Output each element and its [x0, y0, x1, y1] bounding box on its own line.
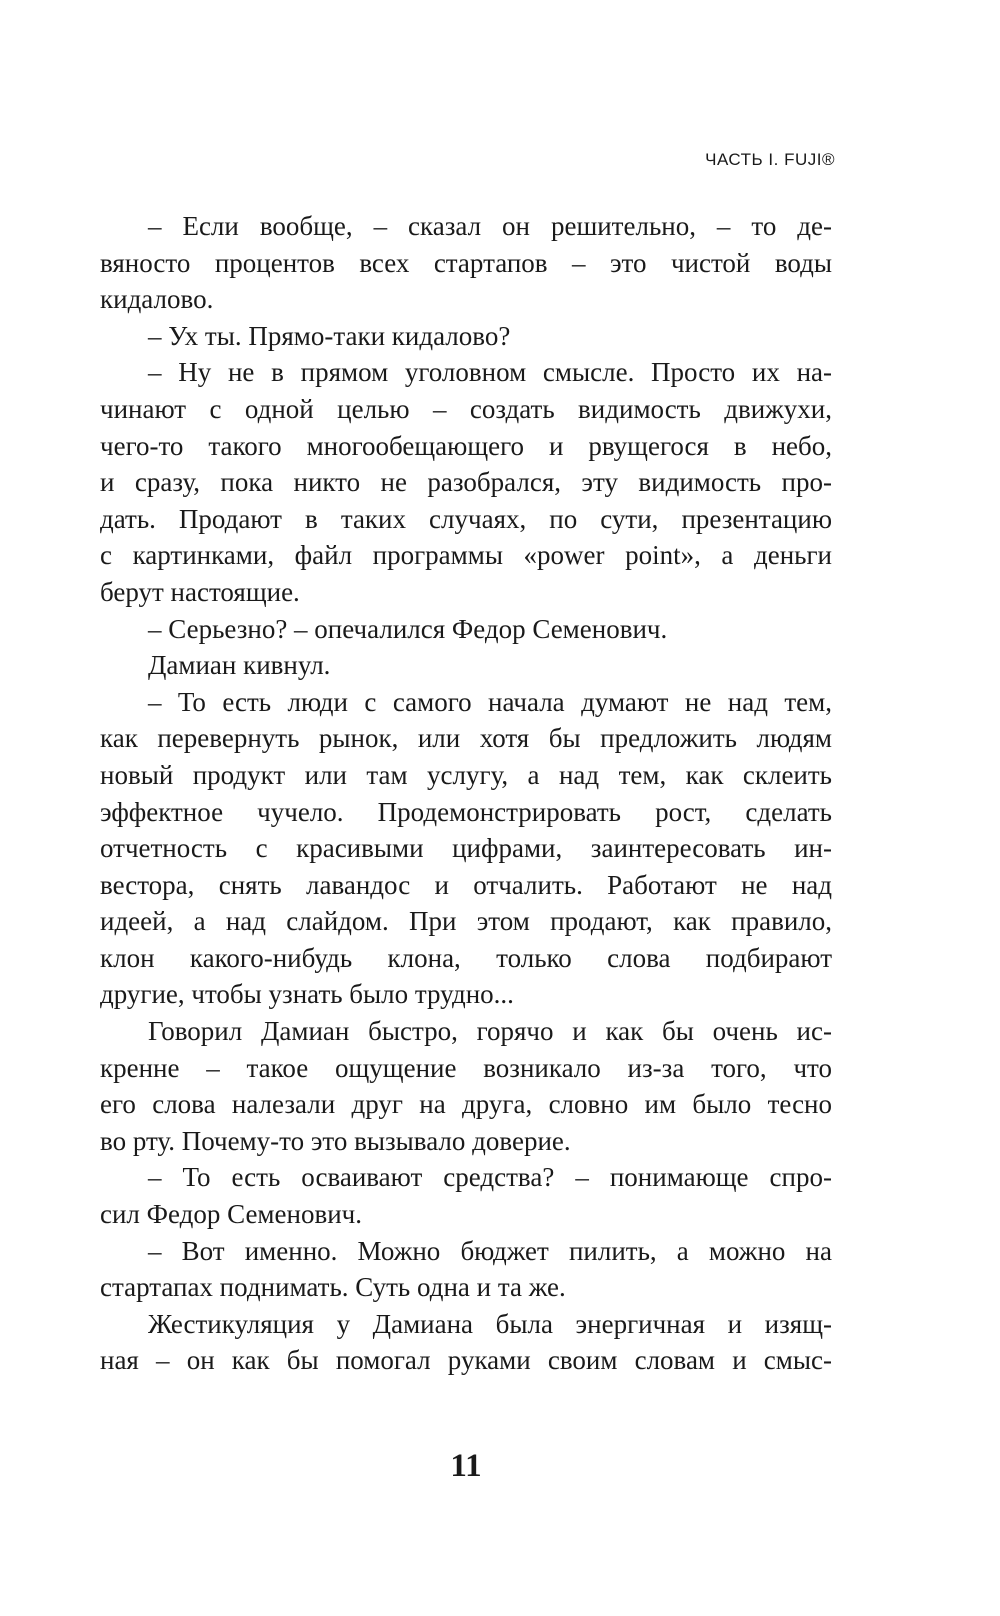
text-line: клон какого-нибудь клона, только слова подбирают [100, 942, 832, 973]
text-line: во рту. Почему-то это вызывало доверие. [100, 1125, 571, 1156]
text-line: ная – он как бы помогал руками своим словам и смыс- [100, 1345, 832, 1376]
text-line: новый продукт или там услугу, а над тем, как склеить [100, 759, 832, 790]
text-line: кренне – такое ощущение возникало из-за того, что [100, 1052, 832, 1083]
text-line: другие, чтобы узнать было трудно... [100, 979, 514, 1010]
text-line: Дамиан кивнул. [148, 650, 331, 681]
text-line: берут настоящие. [100, 576, 300, 607]
text-line: вяносто процентов всех стартапов – это чистой воды [100, 247, 832, 278]
body-text [100, 208, 832, 1379]
text-line: идеей, а над слайдом. При этом продают, как правило, [100, 906, 832, 937]
text-line: чего-то такого многообещающего и рвущегося в небо, [100, 430, 832, 461]
text-line: как перевернуть рынок, или хотя бы предложить людям [100, 723, 832, 754]
text-line: – Ну не в прямом уголовном смысле. Просто их на- [148, 357, 832, 388]
text-line: его слова налезали друг на друга, словно им было тесно [100, 1089, 832, 1120]
text-line: – Ух ты. Прямо-таки кидалово? [148, 320, 511, 351]
text-line: сил Федор Семенович. [100, 1199, 362, 1230]
text-line: эффектное чучело. Продемонстрировать рост, сделать [100, 796, 832, 827]
text-line: вестора, снять лавандос и отчалить. Работают не над [100, 869, 832, 900]
text-line: стартапах поднимать. Суть одна и та же. [100, 1272, 566, 1303]
running-head: ЧАСТЬ I. FUJI® [705, 150, 835, 169]
text-line: – То есть осваивают средства? – понимающе спро- [148, 1162, 832, 1193]
page-number: 11 [450, 1448, 482, 1484]
text-line: и сразу, пока никто не разобрался, эту видимость про- [100, 467, 832, 498]
text-line: кидалово. [100, 284, 214, 315]
text-line: – Вот именно. Можно бюджет пилить, а можно на [148, 1235, 832, 1266]
text-line: – То есть люди с самого начала думают не над тем, [148, 686, 832, 717]
text-line: Говорил Дамиан быстро, горячо и как бы очень ис- [148, 1016, 832, 1047]
text-line: Жестикуляция у Дамиана была энергичная и изящ- [148, 1308, 832, 1339]
text-line: отчетность с красивыми цифрами, заинтересовать ин- [100, 833, 832, 864]
text-line: – Серьезно? – опечалился Федор Семенович. [148, 613, 668, 644]
text-line: дать. Продают в таких случаях, по сути, презентацию [100, 503, 832, 534]
text-line: чинают с одной целью – создать видимость движухи, [100, 393, 832, 424]
text-line: – Если вообще, – сказал он решительно, – то де- [148, 211, 832, 241]
text-line: с картинками, файл программы «power point», а деньги [100, 540, 832, 571]
